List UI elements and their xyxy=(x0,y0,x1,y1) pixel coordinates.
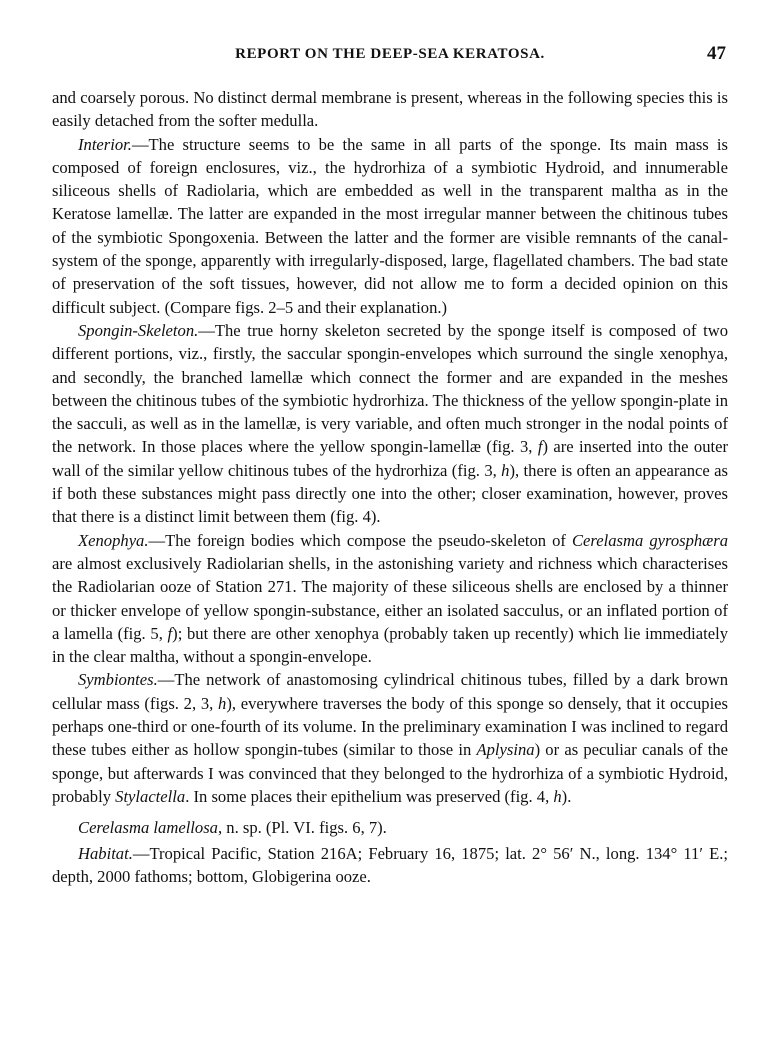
section-heading-spongin-skeleton: Spongin-Skeleton. xyxy=(78,320,199,340)
running-head: REPORT ON THE DEEP-SEA KERATOSA. xyxy=(235,46,545,62)
species-binomial: Cerelasma gyrosphæra xyxy=(571,530,728,550)
section-heading-symbiontes: Symbiontes. xyxy=(78,670,158,690)
genus-stylactella: Stylactella xyxy=(115,786,186,806)
paragraph-text: —The foreign bodies which compose the pseudo-skeleton of Cerelasma gyrosphæra are almost exclusively Radiolarian shells, in the astonishing variety and richness which characterises the Radiolarian ooze of Station 271. The majority of these siliceous shells are enclosed by a thinner or thicker envelope of yellow spongin-substance, either an isolated sacculus, or an inflated portion of a lamella (fig. 5, f); but there are other xenophya (probably taken up recently) which lie immediately in the clear maltha, without a spongin-envelope. xyxy=(52,530,728,667)
page-number: 47 xyxy=(707,43,726,64)
paragraph-text: —The network of anastomosing cylindrical chitinous tubes, filled by a dark brown cellular mass (figs. 2, 3, h), everywhere traverses the body of this sponge so densely, that it occupies perhaps one-third or one-fourth of its volume. In the preliminary examination I was inclined to regard these tubes either as hollow spongin-tubes (similar to those in Aplysina) or as peculiar canals of the sponge, but afterwards I was convinced that they belonged to the hydrorhiza of a symbiotic Hydroid, probably Stylactella. In some places their epithelium was preserved (fig. 4, h). xyxy=(52,670,729,806)
fig-letter-h: h xyxy=(218,693,227,713)
paragraph-interior xyxy=(52,133,728,319)
paragraph-text: —The true horny skeleton secreted by the sponge itself is composed of two different portions, viz., firstly, the saccular spongin-envelopes which surround the single xenophya, and secondly, the branched lamellæ which connect the former and are expanded in the meshes between the chitinous tubes of the symbiotic hydrorhiza. The thickness of the yellow spongin-plate in the sacculi, as well as in the lamellæ, is very variable, and often much stronger in the nodal points of the network. In those places where the yellow spongin-lamellæ (fig. 3, f) are inserted into the outer wall of the similar yellow chitinous tubes of the hydrorhiza (fig. 3, h), there is often an appearance as if both these substances might pass directly one into the other; closer examination, however, proves that there is a distinct limit between them (fig. 4). xyxy=(52,320,728,527)
species-name: Cerelasma lamellosa xyxy=(78,818,218,838)
paragraph-symbiontes xyxy=(52,668,728,808)
section-heading-interior: Interior. xyxy=(78,134,132,154)
paragraph-spongin-skeleton xyxy=(52,319,728,529)
paragraph-xenophya xyxy=(52,529,728,669)
fig-letter-h: h xyxy=(501,460,510,480)
genus-aplysina: Aplysina xyxy=(476,740,535,760)
body-text xyxy=(52,86,728,888)
paragraph-continuation xyxy=(52,86,728,133)
section-heading-xenophya: Xenophya. xyxy=(78,530,149,550)
section-heading-habitat: Habitat. xyxy=(78,843,133,863)
fig-letter-f: f xyxy=(537,437,543,457)
paragraph-text: —Tropical Pacific, Station 216A; February 16, 1875; lat. 2° 56′ N., long. 134° 11′ E.; depth, 2000 fathoms; bottom, Globigerina ooze. xyxy=(52,843,728,886)
fig-letter-h: h xyxy=(553,786,562,806)
paragraph-habitat xyxy=(52,842,728,889)
paragraph-text: —The structure seems to be the same in all parts of the sponge. Its main mass is composed of foreign enclosures, viz., the hydrorhiza of a symbiotic Hydroid, and innumerable siliceous shells of Radiolaria, which are embedded as well in the transparent maltha as in the Keratose lamellæ. The latter are expanded in the most irregular manner between the chitinous tubes of the symbiotic Spongoxenia. Between the latter and the former are visible remnants of the canal-system of the sponge, apparently with irregularly-disposed, large, flagellated chambers. The bad state of preservation of the soft tissues, however, did not allow me to form a decided opinion on this difficult subject. (Compare figs. 2–5 and their explanation.) xyxy=(52,134,728,317)
page-header xyxy=(52,43,728,70)
paragraph-text: and coarsely porous. No distinct dermal membrane is present, whereas in the following species this is easily detached from the softer medulla. xyxy=(52,88,728,131)
fig-letter-f: f xyxy=(167,623,173,643)
paragraph-species-title xyxy=(52,816,728,839)
species-title-text: , n. sp. (Pl. VI. figs. 6, 7). xyxy=(217,818,387,838)
